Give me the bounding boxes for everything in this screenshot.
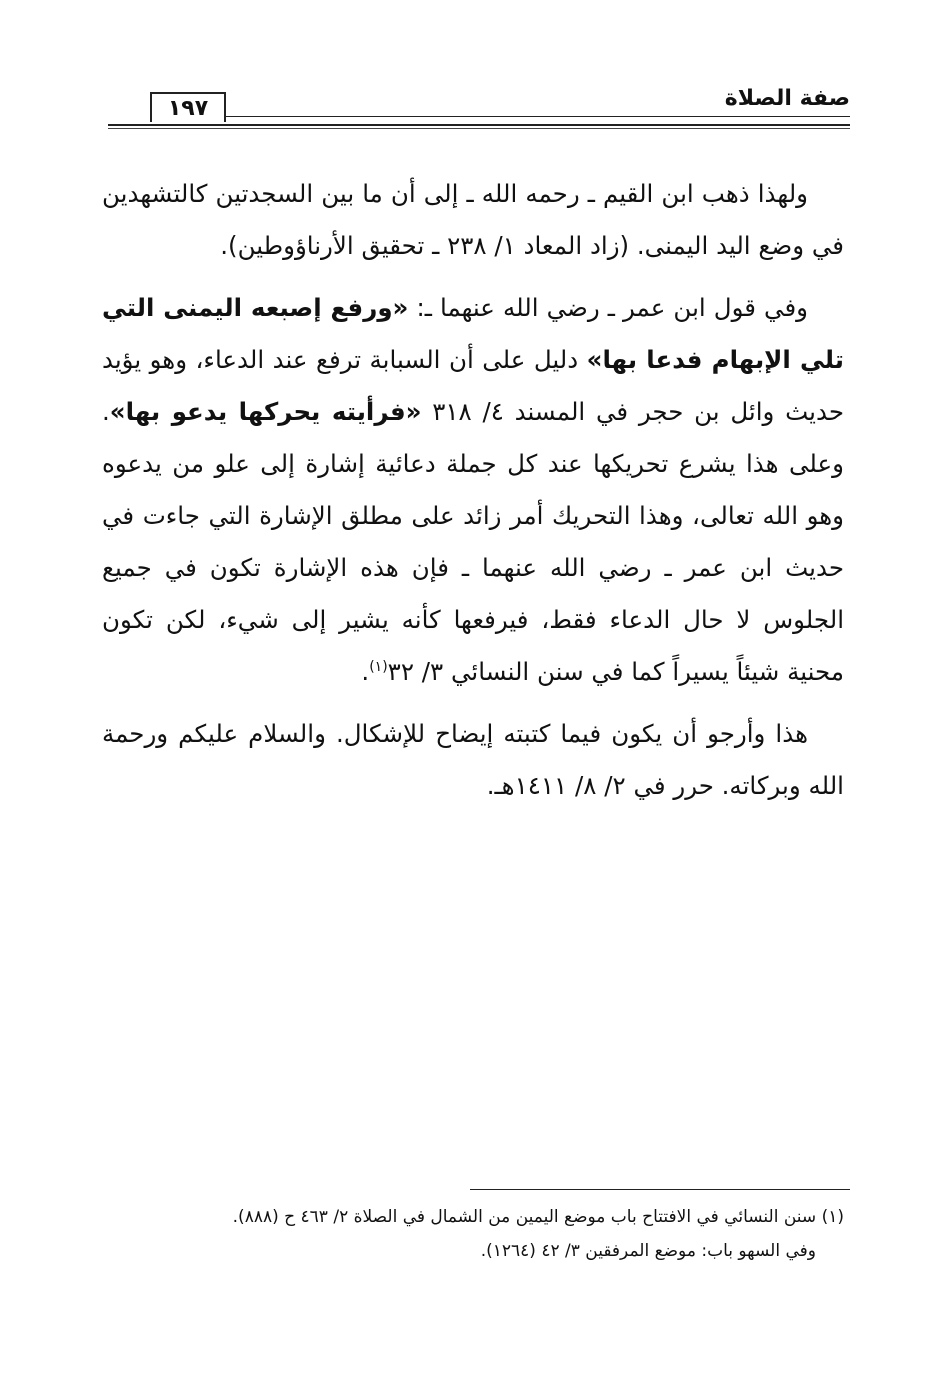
book-title: صفة الصلاة (719, 86, 850, 111)
hadith-quote: «ورفع إصبعه اليمنى التي تلي الإبهام فدعا بها» (102, 293, 844, 374)
footnote-line: وفي السهو باب: موضع المرفقين ٣/ ٤٢ (١٢٦٤). (480, 1241, 816, 1261)
paragraph-closing: هذا وأرجو أن يكون فيما كتبته إيضاح للإشكال. والسلام عليكم ورحمة الله وبركاته. حرر في ٢/ ٨/ ١٤١١هـ. (102, 719, 844, 800)
footnote-line: (١) سنن النسائي في الافتتاح باب موضع اليمين من الشمال في الصلاة ٢/ ٤٦٣ ح (٨٨٨). (232, 1207, 844, 1227)
main-text (102, 168, 844, 822)
footnotes (102, 1200, 844, 1268)
header-rule (108, 124, 850, 126)
footnote-reference: (١) (369, 658, 388, 675)
page-header (108, 86, 850, 132)
footnote-divider (470, 1189, 850, 1190)
text-run: وفي قول ابن عمر ـ رضي الله عنهما ـ: (408, 293, 809, 322)
header-rule (108, 128, 850, 129)
text-run: دليل على أن السبابة ترفع عند الدعاء، وهو يؤيد حديث وائل بن حجر في المسند ٤/ ٣١٨ (102, 345, 844, 426)
text-run: . (361, 657, 370, 686)
paragraph-ibn-umar (102, 282, 844, 698)
header-rule (218, 116, 850, 117)
hadith-quote: «فرأيته يحركها يدعو بها» (109, 397, 422, 426)
page-number: ١٩٧ (150, 92, 226, 122)
text-run: . وعلى هذا يشرع تحريكها عند كل جملة دعائية إشارة إلى علو من يدعوه وهو الله تعالى، وهذا التحريك أمر زائد على مطلق الإشارة التي جاءت في حديث ابن عمر ـ رضي الله عنهما ـ فإن هذه الإشارة تكون في جميع الجلوس لا حال الدعاء فقط، فيرفعها كأنه يشير إلى شيء، لكن تكون محنية شيئاً يسيراً كما في سنن النسائي ٣/ ٣٢ (102, 397, 844, 686)
paragraph-ibn-qayyim: ولهذا ذهب ابن القيم ـ رحمه الله ـ إلى أن ما بين السجدتين كالتشهدين في وضع اليد اليمنى. (زاد المعاد ١/ ٢٣٨ ـ تحقيق الأرناؤوطين). (102, 179, 844, 260)
